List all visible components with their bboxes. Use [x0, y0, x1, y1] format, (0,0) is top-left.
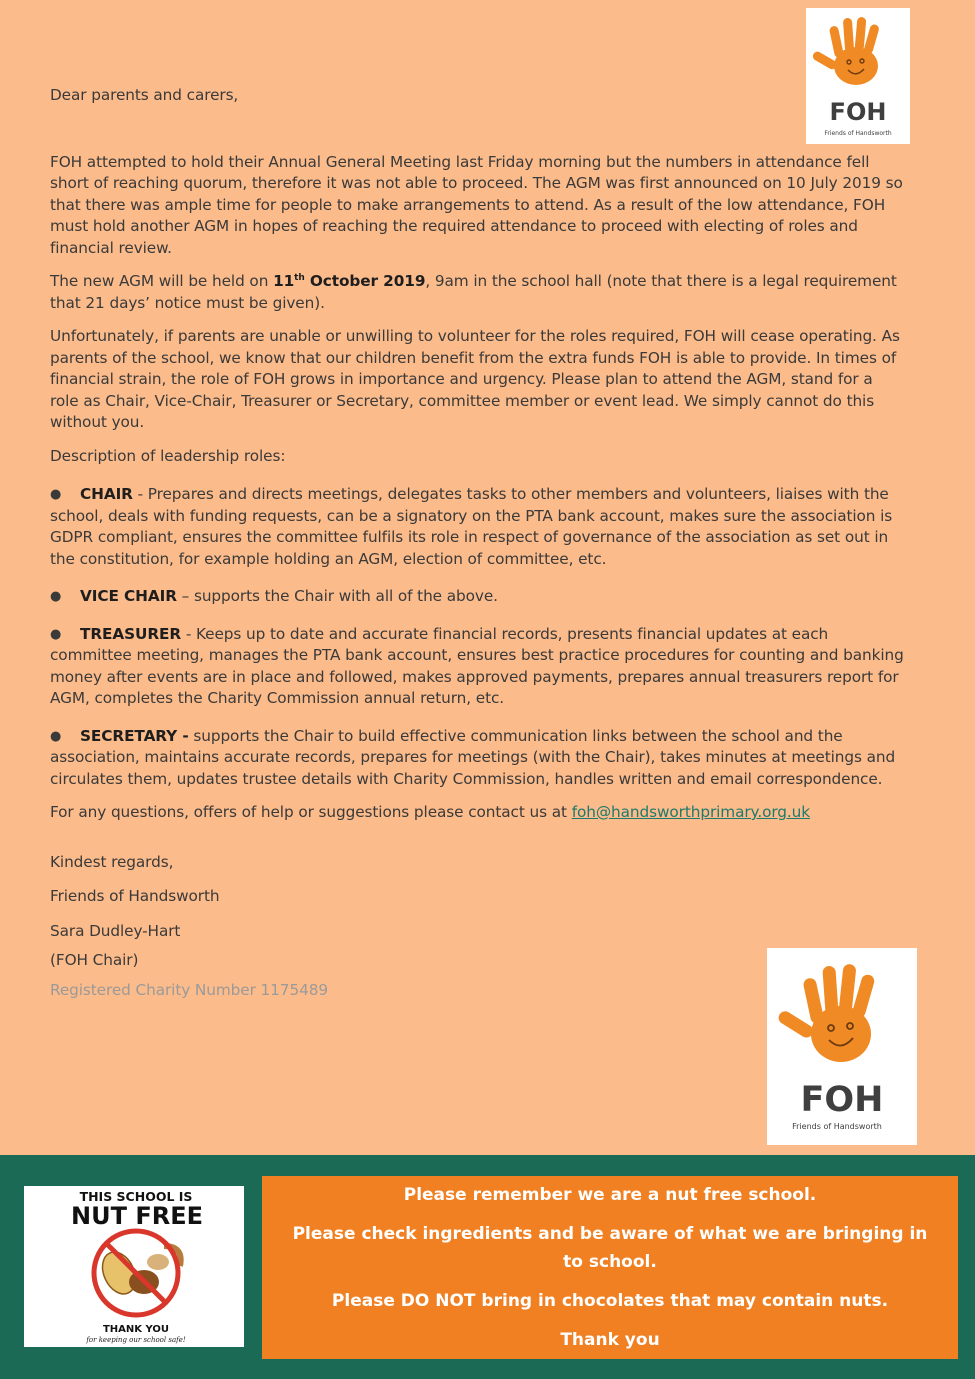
nut-sign-small: for keeping our school safe!	[86, 1336, 186, 1344]
contact-line	[50, 802, 905, 824]
role-description: - Keeps up to date and accurate financial records, presents financial updates at each committee meeting, manages the PTA bank account, ensures best practice procedures for counting and banking money after events are in place and followed, makes approved payments, prepares annual treasurers report for AGM, completes the Charity Commission annual return, etc.	[50, 624, 904, 707]
charity-number: Registered Charity Number 1175489	[50, 980, 328, 999]
notice-line-3: Please DO NOT bring in chocolates that may contain nuts.	[331, 1291, 889, 1311]
logo-letters: FOH	[800, 1080, 884, 1120]
nut-free-notice	[262, 1176, 958, 1359]
logo-subtitle: Friends of Handsworth	[792, 1122, 882, 1131]
nut-free-sign	[24, 1186, 244, 1347]
bullet-icon: ●	[50, 487, 62, 502]
role-name: CHAIR	[80, 485, 133, 503]
role-chair	[50, 484, 905, 570]
logo-subtitle: Friends of Handsworth	[824, 130, 892, 137]
bullet-icon: ●	[50, 626, 62, 642]
notice-line-2: Please check ingredients and be aware of what we are bringing in to school.	[292, 1224, 928, 1272]
role-vice-chair	[50, 586, 905, 608]
nut-free-sign-graphic	[24, 1186, 244, 1347]
handprint-icon	[767, 948, 917, 1145]
role-description: – supports the Chair with all of the above.	[176, 587, 498, 605]
role-treasurer	[50, 624, 905, 710]
role-description: - Prepares and directs meetings, delegates tasks to other members and volunteers, liaises with the school, deals with funding requests, can be a signatory on the PTA bank account, makes sure the association is GDPR compliant, ensures the committee fulfils its role in respect of governance of the association as set out in the constitution, for example holding an AGM, election of committee, etc.	[50, 485, 893, 568]
new-agm-date	[273, 272, 425, 290]
logo-letters: FOH	[829, 98, 887, 126]
letter-body	[50, 85, 905, 1014]
notice-line-1: Please remember we are a nut free school.	[403, 1185, 817, 1205]
role-name: TREASURER	[80, 624, 182, 643]
notice-line-4: Thank you	[560, 1330, 660, 1350]
email-link[interactable]: foh@handsworthprimary.org.uk	[571, 803, 810, 821]
nut-sign-thanks: THANK YOU	[102, 1324, 170, 1335]
role-name: SECRETARY -	[80, 726, 189, 745]
paragraph-new-agm	[50, 271, 905, 314]
signer-role: (FOH Chair)	[50, 951, 139, 969]
foh-logo-bottom	[767, 948, 917, 1145]
date-day: 11	[273, 272, 295, 290]
paragraph-volunteer-appeal: Unfortunately, if parents are unable or unwilling to volunteer for the roles required, FOH will cease operating. As parents of the school, we know that our children benefit from the extra funds FOH is able to provide. In times of financial strain, the role of FOH grows in importance and urgency. Please plan to attend the AGM, stand for a role as Chair, Vice-Chair, Treasurer or Secretary, committee member or event lead. We simply cannot do this without you.	[50, 327, 900, 431]
no-nuts-icon	[94, 1231, 181, 1315]
bullet-icon: ●	[50, 728, 62, 744]
role-name: VICE CHAIR	[80, 587, 177, 605]
nut-sign-line2: NUT FREE	[71, 1202, 203, 1230]
bullet-icon: ●	[50, 589, 62, 604]
nut-sign-line1: THIS SCHOOL IS	[79, 1189, 193, 1204]
roles-intro: Description of leadership roles:	[50, 446, 286, 465]
closing: Kindest regards,	[50, 852, 174, 871]
paragraph-agm-failed: FOH attempted to hold their Annual General Meeting last Friday morning but the numbers in attendance fell short of reaching quorum, therefore it was not able to proceed. The AGM was first announced on 10 July 2019 so that there was ample time for people to make arrangements to attend. As a result of the low attendance, FOH must hold another AGM in hopes of reaching the required attendance to proceed with electing of roles and financial review.	[50, 152, 903, 257]
signer-name: Sara Dudley-Hart	[50, 921, 181, 940]
date-month-year: October 2019	[304, 272, 426, 290]
new-agm-lead: The new AGM will be held on	[50, 272, 274, 290]
role-secretary	[50, 726, 905, 791]
role-description: supports the Chair to build effective communication links between the school and the association, maintains accurate records, prepares for meetings (with the Chair), takes minutes at meetings and circulates them, updates trustee details with Charity Commission, handles written and email correspondence.	[50, 726, 896, 788]
contact-text: For any questions, offers of help or suggestions please contact us at	[50, 803, 572, 821]
salutation: Dear parents and carers,	[50, 86, 239, 104]
new-agm-details: , 9am in the school hall (note that there is a legal requirement that 21 days’ notice must be given).	[50, 272, 897, 312]
date-suffix: th	[294, 272, 305, 283]
org-name: Friends of Handsworth	[50, 887, 220, 905]
